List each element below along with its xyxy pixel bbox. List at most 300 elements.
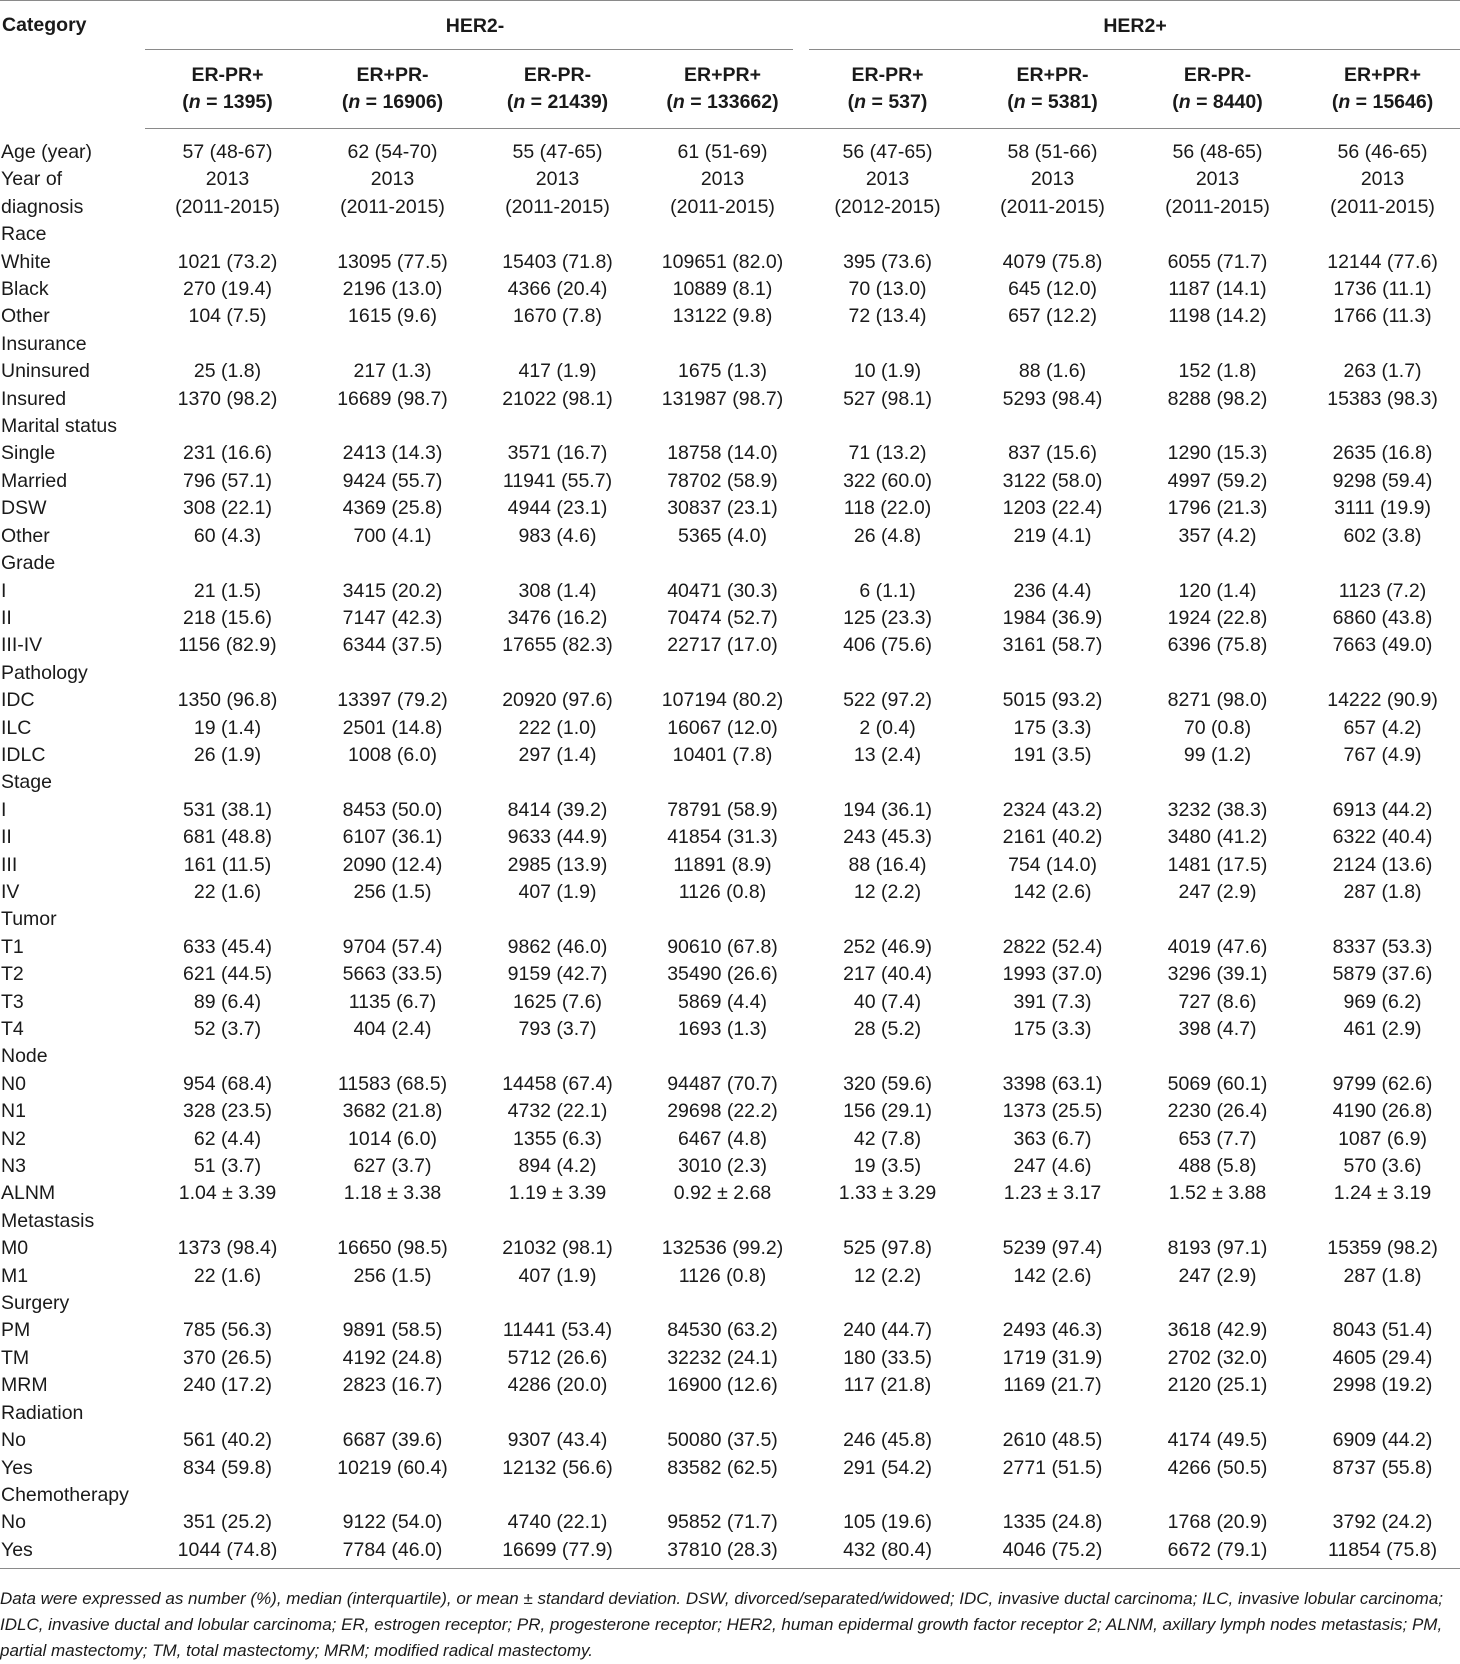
table-cell: 461 (2.9): [1343, 1018, 1422, 1040]
table-cell: 72 (13.4): [848, 305, 927, 328]
table-cell: 70474 (52.7): [667, 606, 778, 629]
table-cell: 9307 (43.4): [507, 1429, 608, 1452]
table-cell: 9159 (42.7): [507, 963, 608, 986]
column-n: (n = 8440): [1172, 91, 1263, 113]
table-cell: 2196 (13.0): [342, 278, 443, 301]
table-cell: 28 (5.2): [853, 1018, 922, 1040]
section-row: [0, 1482, 1460, 1509]
row-label: T2: [1, 963, 24, 986]
table-cell: 308 (1.4): [518, 579, 597, 602]
table-cell: 15359 (98.2): [1327, 1237, 1438, 1260]
column-n: (n = 1395): [182, 91, 273, 113]
table-cell: 2124 (13.6): [1332, 853, 1433, 876]
table-cell: 78702 (58.9): [667, 469, 778, 492]
table-cell: 2610 (48.5): [1002, 1429, 1103, 1452]
table-cell: 5293 (98.4): [1002, 387, 1103, 410]
table-cell: 395 (73.6): [843, 250, 932, 273]
table-cell: 328 (23.5): [183, 1100, 272, 1123]
column-header: [475, 50, 640, 129]
group-header-her2-positive: [805, 2, 1460, 50]
section-row: [0, 1290, 1460, 1317]
table-cell: 40 (7.4): [853, 990, 922, 1013]
table-cell: 351 (25.2): [183, 1511, 272, 1534]
table-cell: 1044 (74.8): [145, 1537, 310, 1569]
table-top-rule: [0, 0, 1460, 1]
table-cell: (2011-2015): [670, 195, 775, 218]
column-label: ER+PR-: [1016, 64, 1089, 86]
table-cell: 1670 (7.8): [513, 305, 602, 328]
section-row: [0, 660, 1460, 687]
column-label: ER+PR+: [684, 64, 761, 86]
table-cell: 37810 (28.3): [640, 1537, 805, 1569]
table-cell: 11941 (55.7): [502, 469, 613, 492]
row-label: Other: [1, 524, 50, 547]
table-cell: 2998 (19.2): [1332, 1374, 1433, 1397]
table-cell: 4997 (59.2): [1167, 469, 1268, 492]
column-label: ER+PR-: [356, 64, 429, 86]
table-row: [0, 1509, 1460, 1536]
table-cell: 12 (2.2): [853, 1264, 922, 1287]
table-cell: 12144 (77.6): [1327, 250, 1438, 273]
table-cell: 1373 (98.4): [177, 1237, 278, 1260]
table-cell: 19 (3.5): [853, 1155, 922, 1178]
row-label: Insured: [1, 387, 67, 410]
table-cell: 1008 (6.0): [348, 743, 437, 766]
table-cell: 109651 (82.0): [661, 250, 784, 273]
table-cell: 156 (29.1): [843, 1100, 932, 1123]
table-cell: 8271 (98.0): [1167, 689, 1268, 712]
table-cell: 287 (1.8): [1343, 880, 1422, 903]
group-header-her2-negative: [145, 2, 805, 50]
table-cell: 3161 (58.7): [1002, 634, 1103, 657]
table-cell: 247 (2.9): [1178, 880, 1257, 903]
characteristics-table: [0, 2, 1460, 1569]
table-row: [0, 1537, 1460, 1569]
table-cell: 2230 (26.4): [1167, 1100, 1268, 1123]
table-cell: 3111 (19.9): [1334, 497, 1431, 520]
table-row: [0, 249, 1460, 276]
table-cell: 94487 (70.7): [667, 1072, 778, 1095]
table-row: [0, 605, 1460, 632]
table-cell: 4605 (29.4): [1332, 1346, 1433, 1369]
table-row: [0, 276, 1460, 303]
row-label: N0: [1, 1072, 26, 1095]
row-label: Other: [1, 305, 50, 328]
table-cell: 99 (1.2): [1183, 743, 1252, 766]
table-cell: 8337 (53.3): [1332, 935, 1433, 958]
table-cell: 2493 (46.3): [1002, 1319, 1103, 1342]
row-label: IV: [1, 880, 20, 903]
table-cell: 522 (97.2): [843, 689, 932, 712]
column-n: (n = 16906): [341, 91, 444, 113]
table-cell: 6055 (71.7): [1167, 250, 1268, 273]
table-cell: 8193 (97.1): [1167, 1237, 1268, 1260]
table-cell: 14458 (67.4): [502, 1072, 613, 1095]
section-label: Race: [1, 223, 47, 246]
table-cell: 398 (4.7): [1178, 1018, 1257, 1040]
table-cell: 1768 (20.9): [1167, 1511, 1268, 1534]
table-cell: 2161 (40.2): [1002, 826, 1103, 849]
table-cell: 297 (1.4): [518, 743, 597, 766]
table-cell: 22 (1.6): [193, 880, 262, 903]
table-cell: 12132 (56.6): [502, 1456, 613, 1479]
table-row: [0, 1455, 1460, 1482]
row-label: ILC: [1, 716, 32, 739]
table-row: [0, 1427, 1460, 1454]
table-cell: 5712 (26.6): [507, 1346, 608, 1369]
table-cell: 15383 (98.3): [1327, 387, 1438, 410]
table-cell: 2013: [370, 168, 415, 191]
group-rule: [809, 49, 1460, 50]
table-cell: 118 (22.0): [843, 497, 932, 520]
row-label: III-IV: [1, 634, 43, 657]
table-cell: 52 (3.7): [193, 1018, 262, 1040]
table-cell: 8737 (55.8): [1332, 1456, 1433, 1479]
table-cell: 22717 (17.0): [667, 634, 778, 657]
table-cell: 51 (3.7): [193, 1155, 262, 1178]
table-cell: 1355 (6.3): [513, 1127, 602, 1150]
table-cell: 1675 (1.3): [678, 360, 767, 383]
table-cell: 132536 (99.2): [661, 1237, 784, 1260]
table-cell: 767 (4.9): [1343, 743, 1422, 766]
column-header: [1135, 50, 1300, 129]
table-cell: 70 (0.8): [1183, 716, 1252, 739]
table-cell: 125 (23.3): [843, 606, 932, 629]
table-cell: 1198 (14.2): [1168, 305, 1267, 328]
table-row: [0, 358, 1460, 385]
table-row: [0, 1098, 1460, 1125]
section-row: [0, 413, 1460, 440]
table-cell: 246 (45.8): [843, 1429, 932, 1452]
table-row: [0, 1126, 1460, 1153]
table-cell: 4944 (23.1): [507, 497, 608, 520]
table-cell: 837 (15.6): [1008, 442, 1097, 465]
table-row: [0, 989, 1460, 1016]
row-label: IDC: [1, 689, 35, 712]
table-cell: 4366 (20.4): [507, 278, 608, 301]
column-header: [805, 50, 970, 129]
section-label: Stage: [1, 771, 52, 794]
table-cell: 25 (1.8): [193, 360, 262, 383]
table-cell: 191 (3.5): [1013, 743, 1092, 766]
row-label: Uninsured: [1, 360, 90, 383]
table-cell: 88 (1.6): [1018, 360, 1087, 383]
table-cell: 2013: [1360, 168, 1405, 191]
section-row: [0, 906, 1460, 933]
table-footnote: Data were expressed as number (%), median (interquartile), or mean ± standard deviation. DSW, divorced/separated/widowed; IDC, invasive ductal carcinoma; ILC, invasive lobular carcinoma; IDLC, invasive ductal and lobular carcinoma; ER, estrogen receptor; PR, progesterone receptor; HER2, human epidermal growth factor receptor 2; ALNM, axillary lymph nodes metastasis; PM, partial mastectomy; TM, total mastectomy; MRM; modified radical mastectomy.: [0, 1589, 1444, 1660]
table-row: [0, 303, 1460, 330]
table-cell: 1203 (22.4): [1002, 497, 1103, 520]
table-cell: 6909 (44.2): [1332, 1429, 1433, 1452]
table-cell: (2011-2015): [1165, 195, 1270, 218]
table-cell: 4266 (50.5): [1167, 1456, 1268, 1479]
row-label: MRM: [1, 1374, 48, 1397]
table-cell: 7147 (42.3): [342, 606, 443, 629]
category-header: Category: [2, 14, 87, 36]
column-n: (n = 5381): [1007, 91, 1098, 113]
table-cell: 432 (80.4): [805, 1537, 970, 1569]
table-cell: 35490 (26.6): [667, 963, 778, 986]
group-rule: [145, 49, 793, 50]
table-row: [0, 129, 1460, 167]
table-cell: 1736 (11.1): [1333, 278, 1432, 301]
table-cell: 240 (44.7): [843, 1319, 932, 1342]
table-cell: 404 (2.4): [353, 1018, 432, 1040]
row-label: T1: [1, 935, 24, 958]
table-cell: 3682 (21.8): [342, 1100, 443, 1123]
table-cell: 40471 (30.3): [667, 579, 778, 602]
table-cell: 6860 (43.8): [1332, 606, 1433, 629]
table-row: [0, 166, 1460, 193]
table-cell: 4079 (75.8): [1002, 250, 1103, 273]
table-cell: 142 (2.6): [1013, 1264, 1092, 1287]
table-cell: 3571 (16.7): [507, 442, 608, 465]
table-cell: 7784 (46.0): [310, 1537, 475, 1569]
table-cell: 152 (1.8): [1178, 360, 1257, 383]
table-cell: 89 (6.4): [193, 990, 262, 1013]
section-row: [0, 331, 1460, 358]
section-row: [0, 1400, 1460, 1427]
row-label: White: [1, 250, 51, 273]
table-cell: 84530 (63.2): [667, 1319, 778, 1342]
table-row: [0, 386, 1460, 413]
section-row: [0, 221, 1460, 248]
row-label: I: [1, 798, 7, 821]
table-cell: 2771 (51.5): [1002, 1456, 1103, 1479]
row-label: I: [1, 579, 7, 602]
table-cell: 17655 (82.3): [502, 634, 613, 657]
table-row: [0, 1317, 1460, 1344]
table-cell: (2011-2015): [340, 195, 445, 218]
table-cell: 645 (12.0): [1008, 278, 1097, 301]
table-cell: 5069 (60.1): [1167, 1072, 1268, 1095]
table-cell: 55 (47-65): [512, 141, 603, 163]
table-cell: 2013: [205, 168, 250, 191]
table-cell: 291 (54.2): [843, 1456, 932, 1479]
table-cell: 1615 (9.6): [348, 305, 437, 328]
table-row: [0, 1235, 1460, 1262]
table-cell: 243 (45.3): [843, 826, 932, 849]
row-label: PM: [1, 1319, 31, 1342]
table-cell: 1481 (17.5): [1167, 853, 1268, 876]
table-cell: (2011-2015): [1000, 195, 1105, 218]
table-cell: 3415 (20.2): [342, 579, 443, 602]
table-cell: 21 (1.5): [193, 579, 262, 602]
table-cell: 9298 (59.4): [1332, 469, 1433, 492]
table-cell: 657 (4.2): [1343, 716, 1422, 739]
table-cell: 4190 (26.8): [1332, 1100, 1433, 1123]
table-cell: 231 (16.6): [183, 442, 272, 465]
table-cell: 320 (59.6): [843, 1072, 932, 1095]
table-row: [0, 1071, 1460, 1098]
table-cell: 531 (38.1): [183, 798, 272, 821]
table-cell: 1123 (7.2): [1338, 579, 1427, 602]
table-cell: 969 (6.2): [1343, 990, 1422, 1013]
table-cell: 219 (4.1): [1013, 524, 1092, 547]
section-label: Grade: [1, 552, 56, 575]
table-cell: 1993 (37.0): [1002, 963, 1103, 986]
table-cell: 180 (33.5): [843, 1346, 932, 1369]
column-label: ER+PR+: [1344, 64, 1421, 86]
table-cell: 0.92 ± 2.68: [673, 1182, 772, 1205]
table-cell: 2013: [700, 168, 745, 191]
table-cell: (2011-2015): [1330, 195, 1435, 218]
row-label: Yes: [0, 1537, 145, 1569]
table-row: [0, 934, 1460, 961]
table-cell: 1.04 ± 3.39: [178, 1182, 277, 1205]
table-cell: 4192 (24.8): [342, 1346, 443, 1369]
table-cell: 120 (1.4): [1178, 579, 1257, 602]
table-cell: 9122 (54.0): [342, 1511, 443, 1534]
section-label: Marital status: [1, 415, 117, 438]
table-cell: 681 (48.8): [183, 826, 272, 849]
table-cell: 10401 (7.8): [672, 743, 773, 766]
row-label: Year of: [1, 168, 63, 191]
table-cell: 1169 (21.7): [1003, 1374, 1102, 1397]
table-cell: 6913 (44.2): [1332, 798, 1433, 821]
table-cell: 217 (1.3): [353, 360, 432, 383]
table-cell: 3122 (58.0): [1002, 469, 1103, 492]
column-n: (n = 537): [847, 91, 928, 113]
table-cell: 240 (17.2): [183, 1374, 272, 1397]
table-cell: 5365 (4.0): [678, 524, 767, 547]
row-label: III: [1, 853, 18, 876]
table-cell: 633 (45.4): [183, 935, 272, 958]
group-header-row: [0, 2, 1460, 50]
table-cell: 12 (2.2): [853, 880, 922, 903]
table-cell: 11854 (75.8): [1300, 1537, 1460, 1569]
table-cell: 217 (40.4): [843, 963, 932, 986]
group-label: HER2+: [1103, 14, 1167, 37]
table-cell: 3476 (16.2): [507, 606, 608, 629]
table-cell: 391 (7.3): [1013, 990, 1092, 1013]
table-cell: 3296 (39.1): [1167, 963, 1268, 986]
row-label: DSW: [1, 497, 47, 520]
table-cell: 142 (2.6): [1013, 880, 1092, 903]
table-cell: 56 (46-65): [1337, 141, 1428, 163]
row-label: Single: [1, 442, 56, 465]
table-cell: 1796 (21.3): [1167, 497, 1268, 520]
section-row: [0, 1208, 1460, 1235]
table-cell: 2324 (43.2): [1002, 798, 1103, 821]
table-row: [0, 879, 1460, 906]
table-cell: 2985 (13.9): [507, 853, 608, 876]
section-label: Metastasis: [1, 1209, 95, 1232]
table-cell: 2823 (16.7): [342, 1374, 443, 1397]
row-label: TM: [1, 1346, 30, 1369]
table-cell: 627 (3.7): [353, 1155, 432, 1178]
section-label: Node: [1, 1045, 48, 1068]
table-cell: 5869 (4.4): [678, 990, 767, 1013]
column-header: [1300, 50, 1460, 129]
row-label: N1: [1, 1100, 26, 1123]
table-cell: 287 (1.8): [1343, 1264, 1422, 1287]
table-cell: 83582 (62.5): [667, 1456, 778, 1479]
table-cell: 2413 (14.3): [342, 442, 443, 465]
table-cell: 9862 (46.0): [507, 935, 608, 958]
table-cell: 1.52 ± 3.88: [1168, 1182, 1267, 1205]
column-n: (n = 15646): [1331, 91, 1434, 113]
table-cell: 754 (14.0): [1008, 853, 1097, 876]
row-label: ALNM: [1, 1182, 56, 1205]
table-row: [0, 1372, 1460, 1399]
table-row: [0, 1180, 1460, 1207]
table-cell: 90610 (67.8): [667, 935, 778, 958]
table-cell: 602 (3.8): [1343, 524, 1422, 547]
table-cell: 21032 (98.1): [502, 1237, 613, 1260]
table-cell: 657 (12.2): [1008, 305, 1097, 328]
table-cell: 175 (3.3): [1013, 1018, 1092, 1040]
table-cell: 19 (1.4): [193, 716, 262, 739]
table-cell: 9704 (57.4): [342, 935, 443, 958]
table-cell: 11441 (53.4): [502, 1319, 613, 1342]
table-cell: 894 (4.2): [518, 1155, 597, 1178]
table-cell: 247 (4.6): [1013, 1155, 1092, 1178]
table-cell: 10889 (8.1): [672, 278, 773, 301]
table-cell: 2090 (12.4): [342, 853, 443, 876]
table-cell: 5879 (37.6): [1332, 963, 1433, 986]
table-cell: 22 (1.6): [193, 1264, 262, 1287]
table-cell: 42 (7.8): [853, 1127, 922, 1150]
table-cell: 9891 (58.5): [342, 1319, 443, 1342]
table-cell: 11583 (68.5): [337, 1072, 448, 1095]
table-cell: 1135 (6.7): [348, 990, 437, 1013]
column-label: ER-PR-: [523, 64, 592, 86]
table-cell: 247 (2.9): [1178, 1264, 1257, 1287]
row-label: N2: [1, 1127, 26, 1150]
table-cell: 7663 (49.0): [1332, 634, 1433, 657]
table-row: [0, 1153, 1460, 1180]
table-cell: 3618 (42.9): [1167, 1319, 1268, 1342]
table-cell: 16067 (12.0): [667, 716, 778, 739]
table-cell: 13397 (79.2): [337, 689, 448, 712]
table-row: [0, 468, 1460, 495]
table-cell: 4046 (75.2): [970, 1537, 1135, 1569]
column-header: [970, 50, 1135, 129]
table-cell: 50080 (37.5): [667, 1429, 778, 1452]
table-cell: 71 (13.2): [848, 442, 927, 465]
table-cell: 14222 (90.9): [1327, 689, 1438, 712]
column-label: ER-PR-: [1183, 64, 1252, 86]
table-cell: 1719 (31.9): [1002, 1346, 1103, 1369]
row-label: Married: [1, 469, 68, 492]
row-label: II: [1, 606, 12, 629]
table-cell: 2501 (14.8): [342, 716, 443, 739]
table-cell: 29698 (22.2): [667, 1100, 778, 1123]
table-cell: 2 (0.4): [859, 716, 916, 739]
section-row: [0, 1043, 1460, 1070]
row-label: II: [1, 826, 12, 849]
table-cell: 4740 (22.1): [507, 1511, 608, 1534]
table-cell: 56 (48-65): [1172, 141, 1263, 163]
table-cell: 1370 (98.2): [177, 387, 278, 410]
table-cell: 6672 (79.1): [1135, 1537, 1300, 1569]
table-row: [0, 824, 1460, 851]
table-cell: 727 (8.6): [1178, 990, 1257, 1013]
table-row: [0, 742, 1460, 769]
table-cell: 1.19 ± 3.39: [508, 1182, 607, 1205]
table-cell: 26 (1.9): [193, 743, 262, 766]
table-cell: 488 (5.8): [1178, 1155, 1257, 1178]
table-cell: 954 (68.4): [183, 1072, 272, 1095]
row-label: Age (year): [1, 140, 93, 163]
table-cell: 407 (1.9): [518, 1264, 597, 1287]
table-cell: 60 (4.3): [193, 524, 262, 547]
table-cell: 983 (4.6): [518, 524, 597, 547]
table-row: [0, 1263, 1460, 1290]
table-row: [0, 1016, 1460, 1043]
table-cell: 16689 (98.7): [337, 387, 448, 410]
